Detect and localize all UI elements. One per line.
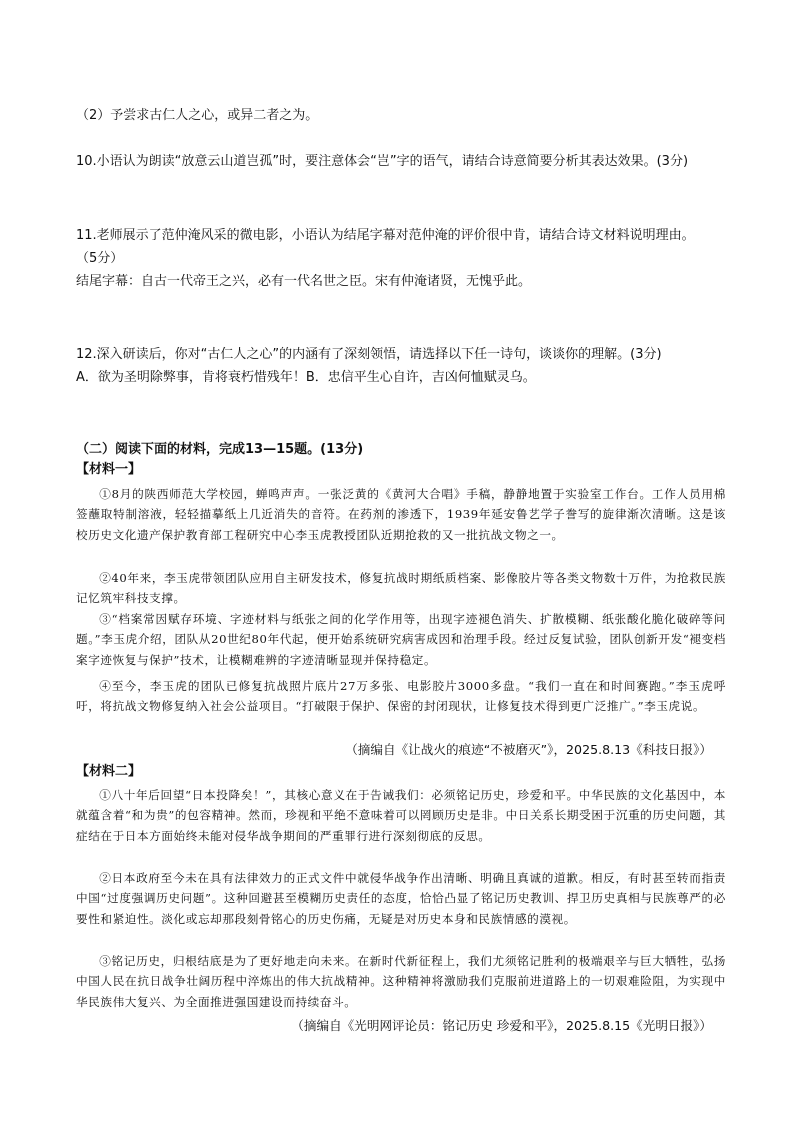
material1-para-3: ③“档案常因赋存环境、字迹材料与纸张之间的化学作用等，出现字迹褪色消失、扩散模糊、纸张酸化脆化破碎等问题。”李玉虎介绍，团队从20世纪80年代起，便开始系统研究病害成因和治理手段。经过反复试验，团队创新开发“褪变档案字迹恢复与保护”技术，让模糊难辨的字迹清晰显现并保持稳定。 <box>76 612 726 667</box>
question-11-caption: 结尾字幕：自古一代帝王之兴，必有一代名世之臣。宋有仲淹诸贤，无愧乎此。 <box>76 274 532 289</box>
material2-source: （摘编自《光明网评论员：铭记历史 珍爱和平》，2025.8.15《光明日报》） <box>291 1018 712 1033</box>
question-11-line2: （5分） <box>76 251 124 266</box>
question-11-line1: 11.老师展示了范仲淹风采的微电影，小语认为结尾字幕对范仲淹的评价很中肯，请结合诗文材料说明理由。 <box>76 228 695 243</box>
question-sub2: （2）予尝求古仁人之心，或异二者之为。 <box>76 108 319 123</box>
material1-para-2: ②40年来，李玉虎带领团队应用自主研发技术，修复抗战时期纸质档案、影像胶片等各类文物数十万件，为抢救民族记忆筑牢科技支撑。 <box>76 571 726 606</box>
material1-para-4: ④至今，李玉虎的团队已修复抗战照片底片27万多张、电影胶片3000多盘。“我们一直在和时间赛跑。”李玉虎呼吁，将抗战文物修复纳入社会公益项目。“打破限于保护、保密的封闭现状，让修复技术得到更广泛推广。”李玉虎说。 <box>76 679 726 714</box>
material1-para-1: ①8月的陕西师范大学校园，蝉鸣声声。一张泛黄的《黄河大合唱》手稿，静静地置于实验室工作台。工作人员用棉签蘸取特制溶液，轻轻描摹纸上几近消失的音符。在药剂的渗透下，1939年延安鲁艺学子誊写的旋律渐次清晰。这是该校历史文化遗产保护教育部工程研究中心李玉虎教授团队近期抢救的又一批抗战文物之一。 <box>76 487 726 542</box>
question-10: 10.小语认为朗读“放意云山道岂孤”时，要注意体会“岂”字的语气，请结合诗意简要分析其表达效果。(3分) <box>76 154 689 169</box>
question-12-prompt: 12.深入研读后，你对“古仁人之心”的内涵有了深刻领悟，请选择以下任一诗句，谈谈你的理解。(3分) <box>76 347 662 362</box>
question-12 <box>76 343 736 389</box>
material2-para-1: ①八十年后回望“日本投降矣！”，其核心意义在于告诫我们：必须铭记历史，珍爱和平。中华民族的文化基因中，本就蕴含着“和为贵”的包容精神。然而，珍视和平绝不意味着可以罔顾历史是非。中日关系长期受困于沉重的历史问题，其症结在于日本方面始终未能对侵华战争期间的严重罪行进行深刻彻底的反思。 <box>76 788 726 843</box>
material1-source: （摘编自《让战火的痕迹“不被磨灭”》，2025.8.13《科技日报》） <box>345 742 712 757</box>
material2-para-2: ②日本政府至今未在具有法律效力的正式文件中就侵华战争作出清晰、明确且真诚的道歉。相反，有时甚至转而指责中国“过度强调历史问题”。这种回避甚至模糊历史责任的态度，恰恰凸显了铭记历史教训、捍卫历史真相与民族尊严的必要性和紧迫性。淡化或忘却那段刻骨铭心的历史伤痛，无疑是对历史本身和民族情感的漠视。 <box>76 871 726 926</box>
question-11 <box>76 224 736 293</box>
material2-para-3: ③铭记历史，归根结底是为了更好地走向未来。在新时代新征程上，我们尤须铭记胜利的极端艰辛与巨大牺牲，弘扬中国人民在抗日战争壮阔历程中淬炼出的伟大抗战精神。这种精神将激励我们克服前进道路上的一切艰难险阻，为实现中华民族伟大复兴、为全面推进强国建设而持续奋斗。 <box>76 954 726 1009</box>
question-12-options: A．欲为圣明除弊事，肯将衰朽惜残年！B．忠信平生心自许，吉凶何恤赋灵乌。 <box>76 370 536 385</box>
material2-heading: 【材料二】 <box>76 764 142 779</box>
section-title: （二）阅读下面的材料，完成13—15题。(13分) <box>76 442 364 457</box>
material1-heading: 【材料一】 <box>76 462 142 477</box>
